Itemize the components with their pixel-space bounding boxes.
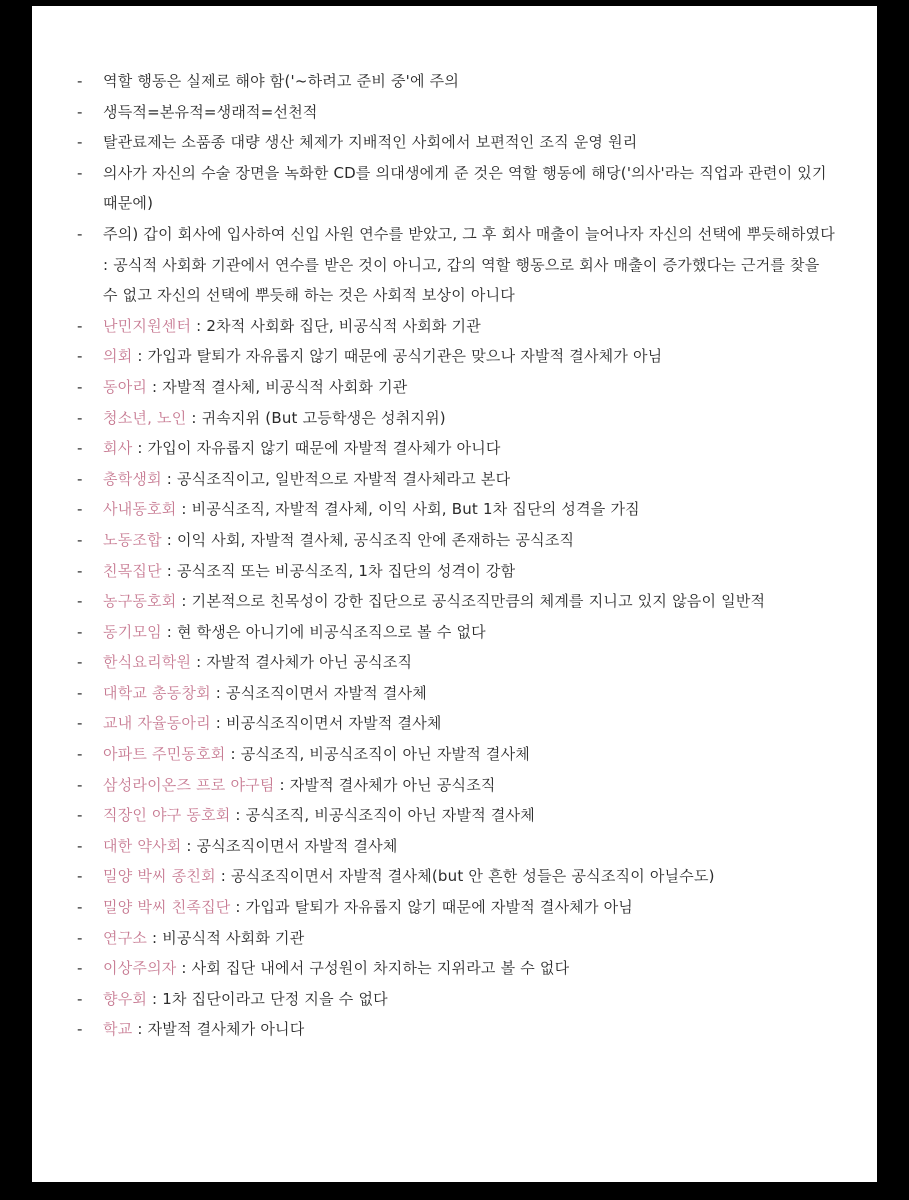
note-term: 사내동호회 — [103, 500, 177, 519]
list-item — [77, 923, 837, 954]
note-text: : 공식조직이면서 자발적 결사체(but 안 흔한 성들은 공식조직이 아닐수도) — [215, 867, 715, 886]
list-item — [77, 617, 837, 648]
note-text: : 기본적으로 친목성이 강한 집단으로 공식조직만큼의 체계를 지니고 있지 않음이 일반적 — [176, 592, 766, 611]
note-term: 향우회 — [103, 989, 148, 1008]
list-item — [77, 678, 837, 709]
list-item — [77, 953, 837, 984]
note-text: : 공식조직이면서 자발적 결사체 — [181, 836, 398, 855]
bullet-dash: - — [77, 775, 83, 794]
bullet-dash: - — [77, 530, 83, 549]
bullet-dash: - — [77, 163, 83, 182]
note-term: 동기모임 — [103, 622, 162, 641]
bullet-dash: - — [77, 469, 83, 488]
list-item — [77, 127, 837, 158]
bullet-dash: - — [77, 989, 83, 1008]
list-item — [77, 525, 837, 556]
note-text: : 자발적 결사체가 아닌 공식조직 — [274, 775, 496, 794]
list-item — [77, 708, 837, 739]
note-term: 삼성라이온즈 프로 야구팀 — [103, 775, 275, 794]
bullet-dash: - — [77, 806, 83, 825]
note-term: 청소년, 노인 — [103, 408, 187, 427]
bullet-dash: - — [77, 898, 83, 917]
note-term: 난민지원센터 — [103, 316, 192, 335]
note-term: 밀양 박씨 종친회 — [103, 867, 216, 886]
note-text: 역할 행동은 실제로 해야 함('~하려고 준비 중'에 주의 — [103, 72, 460, 90]
note-term: 동아리 — [103, 377, 148, 396]
note-term: 이상주의자 — [103, 959, 177, 978]
bullet-dash: - — [77, 408, 83, 427]
list-item — [77, 464, 837, 495]
note-text: : 비공식적 사회화 기관 — [147, 928, 305, 947]
list-item — [77, 647, 837, 678]
note-text: : 비공식조직, 자발적 결사체, 이익 사회, But 1차 집단의 성격을 가짐 — [176, 500, 640, 519]
list-item — [77, 739, 837, 770]
note-text: : 2차적 사회화 집단, 비공식적 사회화 기관 — [191, 316, 481, 335]
list-item — [77, 341, 837, 372]
list-item — [77, 433, 837, 464]
bullet-dash: - — [77, 133, 83, 152]
note-text: : 공식조직이면서 자발적 결사체 — [210, 683, 427, 702]
note-term: 연구소 — [103, 928, 148, 947]
bullet-dash: - — [77, 714, 83, 733]
note-text: : 자발적 결사체가 아닌 공식조직 — [191, 653, 413, 672]
note-text: : 비공식조직이면서 자발적 결사체 — [210, 714, 442, 733]
note-text: : 자발적 결사체가 아니다 — [132, 1020, 305, 1039]
note-text: 주의) 갑이 회사에 입사하여 신입 사원 연수를 받았고, 그 후 회사 매출이 늘어나자 자신의 선택에 뿌듯해하였다 : 공식적 사회화 기관에서 연수를 받은 것이 아니고, 갑의 역할 행동으로 회사 매출이 증가했다는 근거를 찾을 수 없고 자신의 선택에 뿌듯해 하는 것은 사회적 보상이 아니다 — [103, 224, 835, 305]
note-term: 회사 — [103, 439, 133, 458]
bullet-dash: - — [77, 836, 83, 855]
note-term: 직장인 야구 동호회 — [103, 806, 231, 825]
note-term: 아파트 주민동호회 — [103, 745, 226, 764]
list-item — [77, 1014, 837, 1045]
bullet-dash: - — [77, 377, 83, 396]
list-item — [77, 861, 837, 892]
list-item — [77, 372, 837, 403]
bullet-dash: - — [77, 561, 83, 580]
note-term: 밀양 박씨 친족집단 — [103, 898, 231, 917]
bullet-dash: - — [77, 72, 83, 90]
note-text: : 가입과 탈퇴가 자유롭지 않기 때문에 공식기관은 맞으나 자발적 결사체가 아님 — [132, 347, 663, 366]
list-item — [77, 494, 837, 525]
bullet-dash: - — [77, 622, 83, 641]
note-term: 농구동호회 — [103, 592, 177, 611]
list-item — [77, 800, 837, 831]
note-text: : 공식조직, 비공식조직이 아닌 자발적 결사체 — [225, 745, 530, 764]
bullet-dash: - — [77, 592, 83, 611]
note-term: 교내 자율동아리 — [103, 714, 211, 733]
note-term: 한식요리학원 — [103, 653, 192, 672]
list-item — [77, 66, 837, 97]
bullet-dash: - — [77, 928, 83, 947]
note-text: : 사회 집단 내에서 구성원이 차지하는 지위라고 볼 수 없다 — [176, 959, 570, 978]
bullet-dash: - — [77, 500, 83, 519]
note-text: : 자발적 결사체, 비공식적 사회화 기관 — [147, 377, 408, 396]
bullet-dash: - — [77, 316, 83, 335]
list-item — [77, 586, 837, 617]
note-term: 대한 약사회 — [103, 836, 182, 855]
list-item — [77, 311, 837, 342]
note-term: 학교 — [103, 1020, 133, 1039]
note-term: 노동조합 — [103, 530, 162, 549]
list-item — [77, 219, 837, 311]
note-term: 총학생회 — [103, 469, 162, 488]
list-item — [77, 556, 837, 587]
note-text: : 가입이 자유롭지 않기 때문에 자발적 결사체가 아니다 — [132, 439, 501, 458]
bullet-dash: - — [77, 959, 83, 978]
bullet-dash: - — [77, 867, 83, 886]
note-term: 친목집단 — [103, 561, 162, 580]
bullet-dash: - — [77, 347, 83, 366]
bullet-dash: - — [77, 653, 83, 672]
note-text: 생득적=본유적=생래적=선천적 — [103, 102, 318, 121]
note-text: 의사가 자신의 수술 장면을 녹화한 CD를 의대생에게 준 것은 역할 행동에 해당('의사'라는 직업과 관련이 있기 때문에) — [103, 163, 827, 213]
bullet-dash: - — [77, 745, 83, 764]
bullet-dash: - — [77, 102, 83, 121]
list-item — [77, 158, 837, 219]
list-item — [77, 892, 837, 923]
list-item — [77, 831, 837, 862]
note-term: 대학교 총동창회 — [103, 683, 211, 702]
note-text: : 공식조직, 비공식조직이 아닌 자발적 결사체 — [230, 806, 535, 825]
note-text: : 현 학생은 아니기에 비공식조직으로 볼 수 없다 — [161, 622, 486, 641]
note-text: : 공식조직이고, 일반적으로 자발적 결사체라고 본다 — [161, 469, 511, 488]
bullet-dash: - — [77, 439, 83, 458]
note-text: : 가입과 탈퇴가 자유롭지 않기 때문에 자발적 결사체가 아님 — [230, 898, 633, 917]
bullet-dash: - — [77, 224, 83, 243]
document-page — [32, 6, 877, 1182]
notes-list — [77, 66, 837, 1045]
bullet-dash: - — [77, 1020, 83, 1039]
note-text: : 공식조직 또는 비공식조직, 1차 집단의 성격이 강함 — [161, 561, 516, 580]
note-text: : 귀속지위 (But 고등학생은 성취지위) — [186, 408, 446, 427]
note-text: : 이익 사회, 자발적 결사체, 공식조직 안에 존재하는 공식조직 — [161, 530, 575, 549]
list-item — [77, 403, 837, 434]
list-item — [77, 97, 837, 128]
list-item — [77, 984, 837, 1015]
note-text: 탈관료제는 소품종 대량 생산 체제가 지배적인 사회에서 보편적인 조직 운영 원리 — [103, 133, 638, 152]
list-item — [77, 770, 837, 801]
bullet-dash: - — [77, 683, 83, 702]
note-term: 의회 — [103, 347, 133, 366]
note-text: : 1차 집단이라고 단정 지을 수 없다 — [147, 989, 388, 1008]
